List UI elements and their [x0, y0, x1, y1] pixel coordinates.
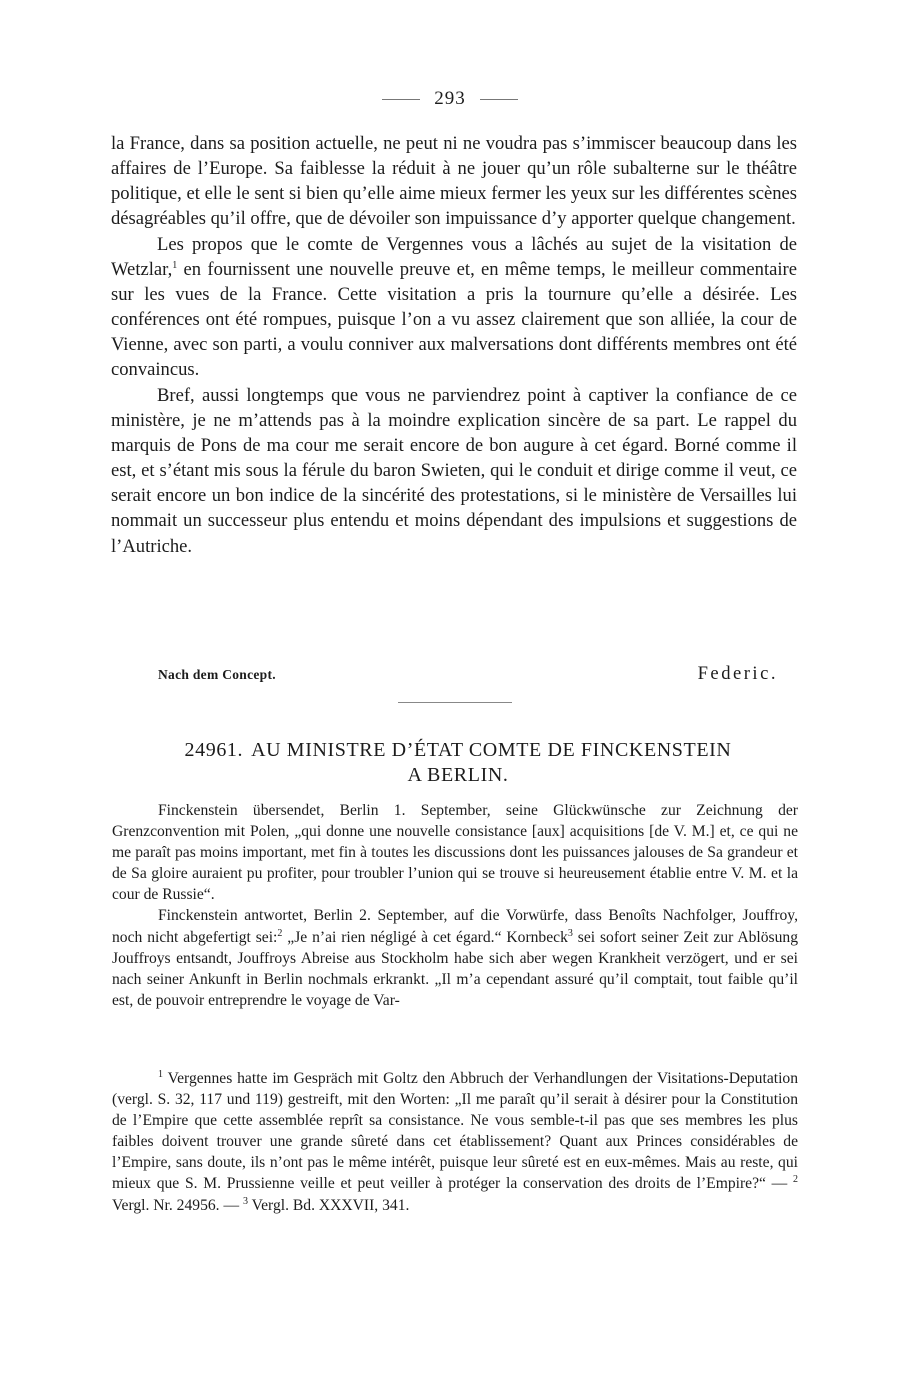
footnote-ref-1: 1 [172, 259, 178, 271]
summary-paragraph-2-part-a: Finckenstein antwortet, Berlin 2. September, auf die Vorwürfe, dass Benoîts Nachfolger, Jouffroy, noch nicht abgefertigt sei: [112, 907, 798, 946]
document-title-line-1: AU MINISTRE D’ÉTAT COMTE DE FINCKENSTEIN [251, 739, 732, 761]
summary-paragraph-2 [112, 905, 798, 1010]
letter-paragraph-1: la France, dans sa position actuelle, ne peut ni ne voudra pas s’immiscer beaucoup dans les affaires de l’Europe. Sa faiblesse la réduit à ne jouer qu’un rôle subalterne sur le théâtre politique, et elle le sent si bien qu’elle aime mieux fermer les yeux sur les différentes scènes désagréables qu’il offre, que de dévoiler son impuissance d’y apporter quelque changement. [111, 133, 797, 230]
footnotes-block [112, 1068, 798, 1216]
document-number: 24961. [184, 739, 244, 761]
summary-block [112, 800, 798, 1011]
header-dash-right [480, 99, 518, 100]
footnote-ref-2: 2 [277, 927, 283, 939]
section-divider [398, 702, 512, 703]
source-note: Nach dem Concept. [158, 667, 276, 682]
summary-paragraph-2-part-b: „Je n’ai rien négligé à cet égard.“ Kornbeck [282, 928, 568, 946]
document-heading-line-1 [128, 738, 788, 763]
document-title-line-2: A BERLIN. [407, 764, 509, 786]
summary-paragraph-2-part-c: sei sofort seiner Zeit zur Ablösung Jouffroys entsandt, Jouffroys Abreise aus Stockholm habe sich aber wegen Krankheit verzögert, und er sei nach seiner Ankunft in Berlin nochmals erkrankt. „Il m’a cependant assuré qu’il comptait, tout faible qu’il est, de pouvoir entreprendre le voyage de Var- [112, 928, 798, 1009]
footnote-1 [112, 1068, 798, 1216]
letter-paragraph-2 [111, 232, 797, 383]
letter-paragraph-2-part-b: en fournissent une nouvelle preuve et, en même temps, le meilleur commentaire sur les vues de la France. Cette visitation a pris la tournure qu’elle a désirée. Les conférences ont été rompues, puisque l’on a vu assez clairement que son alliée, la cour de Vienne, avec son parti, a voulu conniver aux malversations dont différents membres ont été convaincus. [111, 258, 797, 381]
summary-paragraph-1: Finckenstein übersendet, Berlin 1. September, seine Glückwünsche zur Zeichnung der Grenzconvention mit Polen, „qui donne une nouvelle consistance [aux] acquisitions [de V. M.] et, ce qui ne me paraît pas moins important, met fin à toutes les discussions dont les puissances jalouses de Sa grandeur et de Sa gloire auraient pu profiter, pour troubler l’union qui se trouve si heureusement établie entre V. M. et la cour de Russie“. [112, 802, 798, 904]
footnote-3-marker: 3 [242, 1195, 248, 1207]
footnote-2-text: Vergl. Nr. 24956. — [112, 1196, 243, 1214]
letter-paragraph-3: Bref, aussi longtemps que vous ne parviendrez point à captiver la confiance de ce ministère, je ne m’attends pas à la moindre explication sincère de sa part. Le rappel du marquis de Pons de ma cour me serait encore de bon augure à cet égard. Borné comme il est, et s’étant mis sous la férule du baron Swieten, qui le conduit et dirige comme il veut, ce serait encore un bon indice de la sincérité des protestations, si le ministère de Versailles lui nommait un successeur plus entendu et moins dépendant des impulsions et suggestions de l’Autriche. [111, 384, 797, 557]
footnote-2-marker: 2 [793, 1174, 798, 1186]
page-number: 293 [434, 88, 466, 109]
letter-paragraph-2-part-a: Les propos que le comte de Vergennes vous a lâchés au sujet de la visitation de Wetzlar, [111, 233, 797, 280]
footnote-1-marker: 1 [158, 1068, 163, 1080]
header-dash-left [382, 99, 420, 100]
letter-body [111, 131, 797, 559]
signature: Federic. [697, 663, 778, 684]
footnote-1-text: Vergennes hatte im Gespräch mit Goltz den Abbruch der Verhandlungen der Visitations-Deputation (vergl. S. 32, 117 und 119) gestreift, mit den Worten: „Il me paraît qu’il serait à désirer pour la Constitution de l’Empire que cette assemblée reprît sa consistance. Ne vous semble-t-il pas que ses membres les plus faibles doivent trouver une grande sûreté dans cet établissement? Quant aux Princes considérables de l’Empire, sans doute, ils n’ont pas le même intérêt, puisque leur sûreté est en eux-mêmes. Mais au reste, qui mieux que S. M. Prussienne veille et peut veiller à protéger la conservation des droits de l’Empire?“ — [112, 1070, 798, 1193]
closing-row [158, 663, 778, 689]
footnote-3-text: Vergl. Bd. XXXVII, 341. [247, 1196, 410, 1214]
page-header [0, 88, 900, 110]
footnote-ref-3: 3 [567, 927, 573, 939]
document-heading [128, 738, 788, 788]
